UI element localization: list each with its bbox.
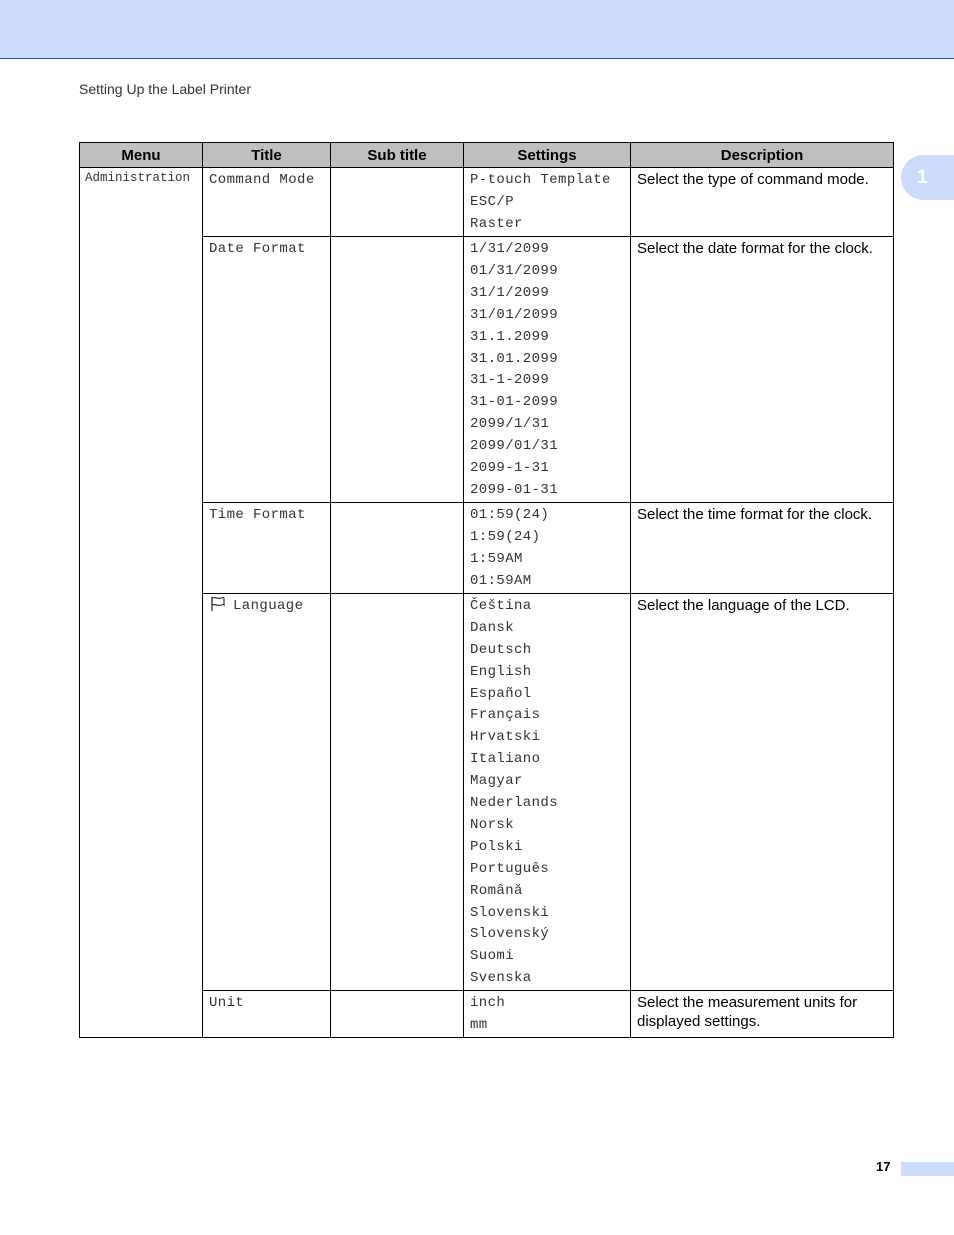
setting-option: Deutsch <box>470 641 532 658</box>
title-text: Language <box>233 597 304 614</box>
setting-option: 31/1/2099 <box>470 284 550 301</box>
setting-option: Français <box>470 707 541 724</box>
setting-option: Polski <box>470 838 523 855</box>
settings-cell <box>464 168 631 237</box>
setting-option: 1/31/2099 <box>470 241 550 257</box>
title-text: Time Format <box>209 506 306 523</box>
setting-option: Suomi <box>470 948 515 965</box>
setting-option: 31/01/2099 <box>470 306 559 323</box>
column-header-description: Description <box>631 143 894 168</box>
description-cell: Select the type of command mode. <box>631 168 894 237</box>
description-cell: Select the measurement units for displayed settings. <box>631 991 894 1038</box>
setting-option: Raster <box>470 215 523 232</box>
setting-option: Hrvatski <box>470 729 541 746</box>
table-row <box>80 991 894 1038</box>
column-header-settings: Settings <box>464 143 631 168</box>
column-header-title: Title <box>203 143 331 168</box>
settings-cell <box>464 502 631 593</box>
title-text: Command Mode <box>209 172 315 188</box>
description-cell: Select the date format for the clock. <box>631 237 894 503</box>
setting-option: inch <box>470 995 506 1012</box>
setting-option: 01:59(24) <box>470 506 550 523</box>
settings-cell <box>464 593 631 990</box>
setting-option: Norsk <box>470 816 515 833</box>
title-cell <box>203 593 331 990</box>
table-header-row <box>80 143 894 168</box>
settings-cell <box>464 237 631 503</box>
setting-option: 2099/01/31 <box>470 438 559 455</box>
subtitle-cell <box>331 593 464 990</box>
table-row <box>80 168 894 237</box>
setting-option: mm <box>470 1017 488 1034</box>
page-number-bar <box>901 1162 954 1176</box>
subtitle-cell <box>331 237 464 503</box>
subtitle-cell <box>331 991 464 1038</box>
setting-option: Čeština <box>470 597 532 614</box>
menu-cell: Administration <box>80 168 203 1038</box>
setting-option: ESC/P <box>470 193 515 210</box>
flag-icon <box>209 596 227 612</box>
table-row <box>80 237 894 503</box>
running-head: Setting Up the Label Printer <box>79 81 251 97</box>
setting-option: 2099/1/31 <box>470 416 550 433</box>
setting-option: 2099-1-31 <box>470 460 550 477</box>
title-cell <box>203 168 331 237</box>
setting-option: 1:59(24) <box>470 528 541 545</box>
setting-option: 31-01-2099 <box>470 394 559 411</box>
table-row <box>80 502 894 593</box>
setting-option: 31.1.2099 <box>470 328 550 345</box>
setting-option: Dansk <box>470 619 515 636</box>
setting-option: Română <box>470 882 523 899</box>
settings-cell <box>464 991 631 1038</box>
title-cell <box>203 237 331 503</box>
setting-option: Svenska <box>470 970 532 987</box>
setting-option: Italiano <box>470 751 541 768</box>
subtitle-cell <box>331 502 464 593</box>
column-header-menu: Menu <box>80 143 203 168</box>
chapter-tab: 1 <box>901 155 954 200</box>
setting-option: P-touch Template <box>470 172 611 188</box>
table-row <box>80 593 894 990</box>
title-text: Unit <box>209 995 245 1012</box>
subtitle-cell <box>331 168 464 237</box>
description-cell: Select the time format for the clock. <box>631 502 894 593</box>
setting-option: Slovenski <box>470 904 550 921</box>
setting-option: 2099-01-31 <box>470 481 559 498</box>
page-number: 17 <box>876 1159 891 1174</box>
setting-option: 01:59AM <box>470 572 532 589</box>
setting-option: Magyar <box>470 773 523 790</box>
setting-option: Português <box>470 860 550 877</box>
setting-option: 31-1-2099 <box>470 372 550 389</box>
column-header-subtitle: Sub title <box>331 143 464 168</box>
description-cell: Select the language of the LCD. <box>631 593 894 990</box>
setting-option: Nederlands <box>470 795 559 812</box>
setting-option: English <box>470 663 532 680</box>
setting-option: Slovenský <box>470 926 550 943</box>
setting-option: 31.01.2099 <box>470 350 559 367</box>
settings-table <box>79 142 894 1038</box>
title-text: Date Format <box>209 241 306 257</box>
title-cell <box>203 991 331 1038</box>
setting-option: 01/31/2099 <box>470 262 559 279</box>
title-cell <box>203 502 331 593</box>
setting-option: Español <box>470 685 532 702</box>
page-header-band <box>0 0 954 59</box>
setting-option: 1:59AM <box>470 550 523 567</box>
